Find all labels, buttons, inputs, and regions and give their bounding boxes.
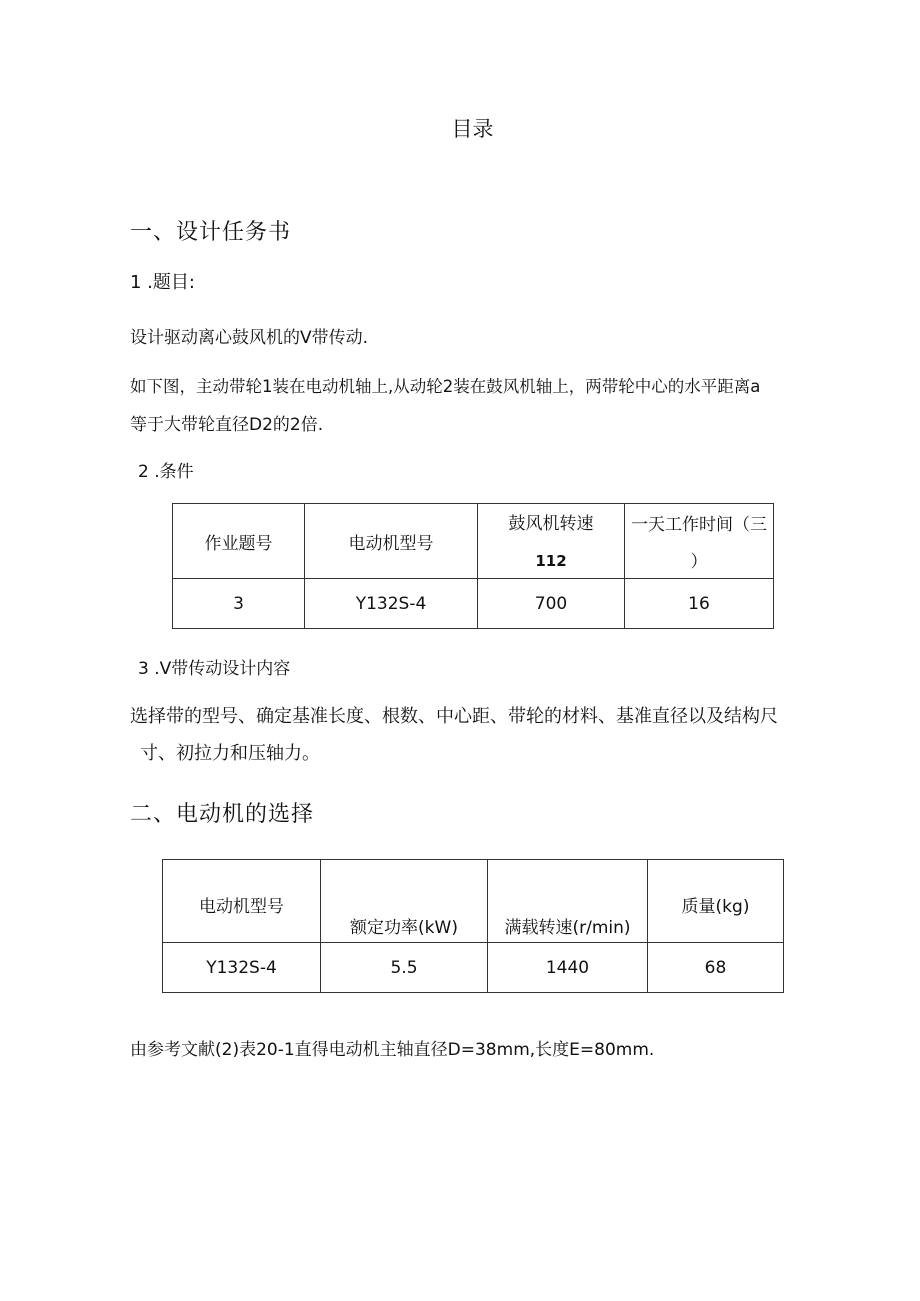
- item1-paragraph-1: 设计驱动离心鼓风机的V带传动.: [130, 328, 369, 348]
- motor-table: [162, 859, 784, 993]
- cell-mass: 68: [648, 943, 784, 993]
- header-mass: 质量(kg): [648, 860, 784, 943]
- page-title: 目录: [451, 117, 494, 141]
- cell-work-time: 16: [625, 579, 774, 629]
- header-fan-speed-sub: 112: [535, 551, 567, 570]
- cell-power: 5.5: [321, 943, 488, 993]
- header-motor-model: 电动机型号: [305, 504, 478, 579]
- conditions-table-row: [173, 579, 774, 629]
- cell-model: Y132S-4: [163, 943, 321, 993]
- header-speed: 满载转速(r/min): [488, 860, 648, 943]
- section1-heading: 一、设计任务书: [130, 220, 292, 245]
- item2-heading: 2 .条件: [138, 462, 194, 482]
- item3-paragraph-line2: 寸、初拉力和压轴力。: [140, 743, 320, 764]
- motor-note: 由参考文献(2)表20-1直得电动机主轴直径D=38mm,长度E=80mm.: [130, 1040, 655, 1060]
- item3-paragraph-line1: 选择带的型号、确定基准长度、根数、中心距、带轮的材料、基准直径以及结构尺: [130, 706, 778, 727]
- item1-paragraph-2-line2: 等于大带轮直径D2的2倍.: [130, 415, 324, 435]
- cell-fan-speed: 700: [478, 579, 625, 629]
- item3-heading: 3 .V带传动设计内容: [138, 659, 291, 679]
- header-fan-speed: 鼓风机转速 112: [478, 504, 625, 579]
- header-task-no: 作业题号: [173, 504, 305, 579]
- item1-heading: 1 .题目:: [130, 272, 195, 293]
- cell-task-no: 3: [173, 579, 305, 629]
- item1-paragraph-2-line1: 如下图，主动带轮1装在电动机轴上,从动轮2装在鼓风机轴上，两带轮中心的水平距离a: [130, 377, 761, 396]
- cell-motor-model: Y132S-4: [305, 579, 478, 629]
- header-model: 电动机型号: [163, 860, 321, 943]
- conditions-table: [172, 503, 774, 629]
- motor-table-header-row: [163, 860, 784, 943]
- header-power: 额定功率(kW): [321, 860, 488, 943]
- section2-heading: 二、电动机的选择: [130, 802, 315, 827]
- motor-table-row: [163, 943, 784, 993]
- cell-speed: 1440: [488, 943, 648, 993]
- conditions-table-header-row: [173, 504, 774, 579]
- header-work-time: 一天工作时间（三 ）: [625, 504, 774, 579]
